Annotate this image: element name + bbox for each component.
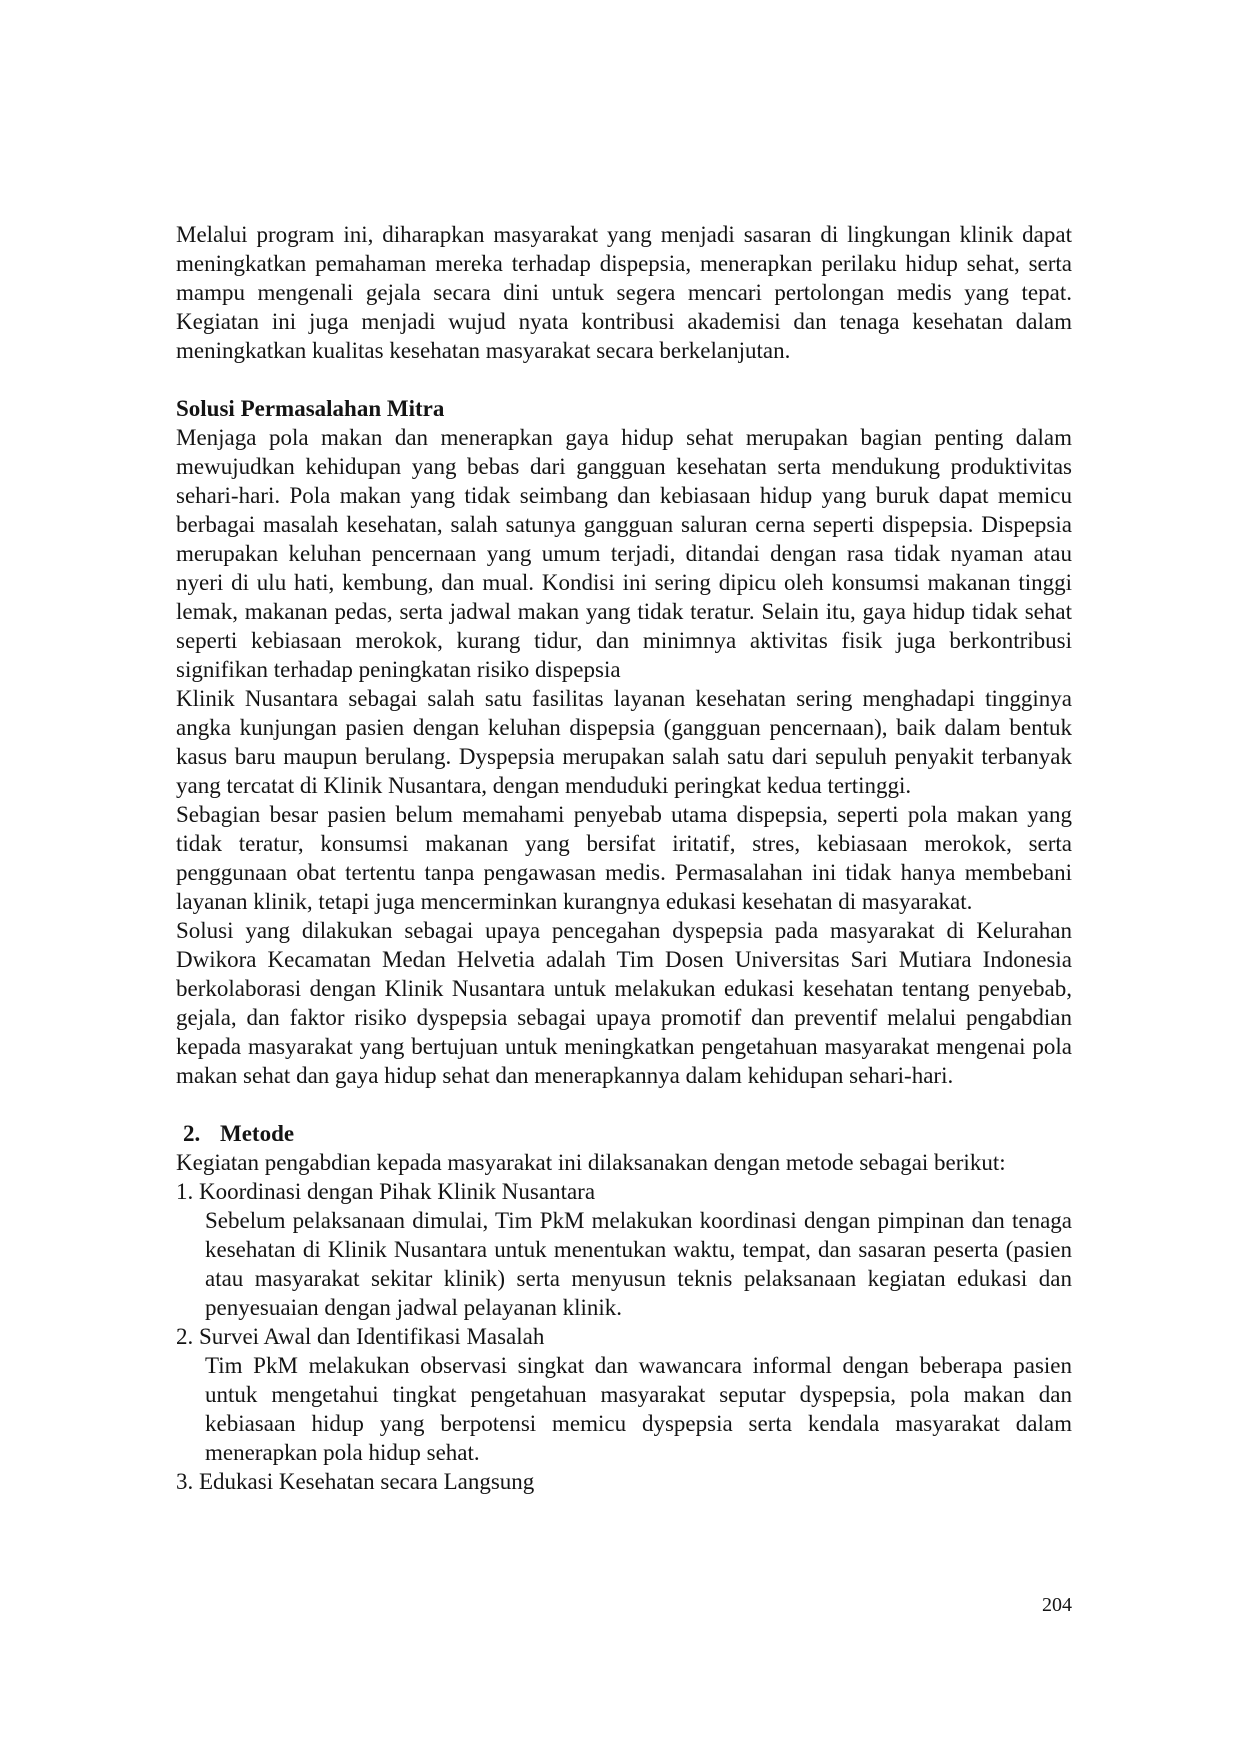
step-title-3: 3. Edukasi Kesehatan secara Langsung [176, 1469, 535, 1494]
metode-intro: Kegiatan pengabdian kepada masyarakat ini dilaksanakan dengan metode sebagai berikut: [176, 1150, 1006, 1175]
solusi-paragraph-4: Solusi yang dilakukan sebagai upaya pencegahan dyspepsia pada masyarakat di Kelurahan Dwikora Kecamatan Medan Helvetia adalah Tim Dosen Universitas Sari Mutiara Indonesia berkolaborasi dengan Klinik Nusantara untuk melakukan edukasi kesehatan tentang penyebab, gejala, dan faktor risiko dyspepsia sebagai upaya promotif dan preventif melalui pengabdian kepada masyarakat yang bertujuan untuk meningkatkan pengetahuan masyarakat mengenai pola makan sehat dan gaya hidup sehat dan menerapkannya dalam kehidupan sehari-hari. [176, 918, 1072, 1088]
spacer [176, 365, 1072, 394]
intro-paragraph: Melalui program ini, diharapkan masyarakat yang menjadi sasaran di lingkungan klinik dapat meningkatkan pemahaman mereka terhadap dispepsia, menerapkan perilaku hidup sehat, serta mampu mengenali gejala secara dini untuk segera mencari pertolongan medis yang tepat. Kegiatan ini juga menjadi wujud nyata kontribusi akademisi dan tenaga kesehatan dalam meningkatkan kualitas kesehatan masyarakat secara berkelanjutan. [176, 222, 1072, 363]
solusi-paragraph-3: Sebagian besar pasien belum memahami penyebab utama dispepsia, seperti pola makan yang tidak teratur, konsumsi makanan yang bersifat iritatif, stres, kebiasaan merokok, serta penggunaan obat tertentu tanpa pengawasan medis. Permasalahan ini tidak hanya membebani layanan klinik, tetapi juga mencerminkan kurangnya edukasi kesehatan di masyarakat. [176, 802, 1072, 914]
spacer [176, 1090, 1072, 1119]
section-title: Metode [220, 1121, 295, 1146]
page-number: 204 [1042, 1594, 1072, 1616]
section-heading-metode [176, 1119, 1072, 1148]
step-title-1: 1. Koordinasi dengan Pihak Klinik Nusantara [176, 1179, 596, 1204]
step-body-2: Tim PkM melakukan observasi singkat dan wawancara informal dengan beberapa pasien untuk mengetahui tingkat pengetahuan masyarakat seputar dyspepsia, pola makan dan kebiasaan hidup yang berpotensi memicu dyspepsia serta kendala masyarakat dalam menerapkan pola hidup sehat. [205, 1353, 1072, 1465]
solusi-paragraph-1: Menjaga pola makan dan menerapkan gaya hidup sehat merupakan bagian penting dalam mewujudkan kehidupan yang bebas dari gangguan kesehatan serta mendukung produktivitas sehari-hari. Pola makan yang tidak seimbang dan kebiasaan hidup yang buruk dapat memicu berbagai masalah kesehatan, salah satunya gangguan saluran cerna seperti dispepsia. Dispepsia merupakan keluhan pencernaan yang umum terjadi, ditandai dengan rasa tidak nyaman atau nyeri di ulu hati, kembung, dan mual. Kondisi ini sering dipicu oleh konsumsi makanan tinggi lemak, makanan pedas, serta jadwal makan yang tidak teratur. Selain itu, gaya hidup tidak sehat seperti kebiasaan merokok, kurang tidur, dan minimnya aktivitas fisik juga berkontribusi signifikan terhadap peningkatan risiko dispepsia [176, 425, 1072, 682]
section-number: 2. [183, 1121, 201, 1146]
section-heading-solusi: Solusi Permasalahan Mitra [176, 396, 445, 421]
page-content [176, 220, 1072, 1496]
step-body-1: Sebelum pelaksanaan dimulai, Tim PkM melakukan koordinasi dengan pimpinan dan tenaga kesehatan di Klinik Nusantara untuk menentukan waktu, tempat, dan sasaran peserta (pasien atau masyarakat sekitar klinik) serta menyusun teknis pelaksanaan kegiatan edukasi dan penyesuaian dengan jadwal pelayanan klinik. [205, 1208, 1072, 1320]
solusi-paragraph-2: Klinik Nusantara sebagai salah satu fasilitas layanan kesehatan sering menghadapi tingginya angka kunjungan pasien dengan keluhan dispepsia (gangguan pencernaan), baik dalam bentuk kasus baru maupun berulang. Dyspepsia merupakan salah satu dari sepuluh penyakit terbanyak yang tercatat di Klinik Nusantara, dengan menduduki peringkat kedua tertinggi. [176, 686, 1072, 798]
step-title-2: 2. Survei Awal dan Identifikasi Masalah [176, 1324, 545, 1349]
